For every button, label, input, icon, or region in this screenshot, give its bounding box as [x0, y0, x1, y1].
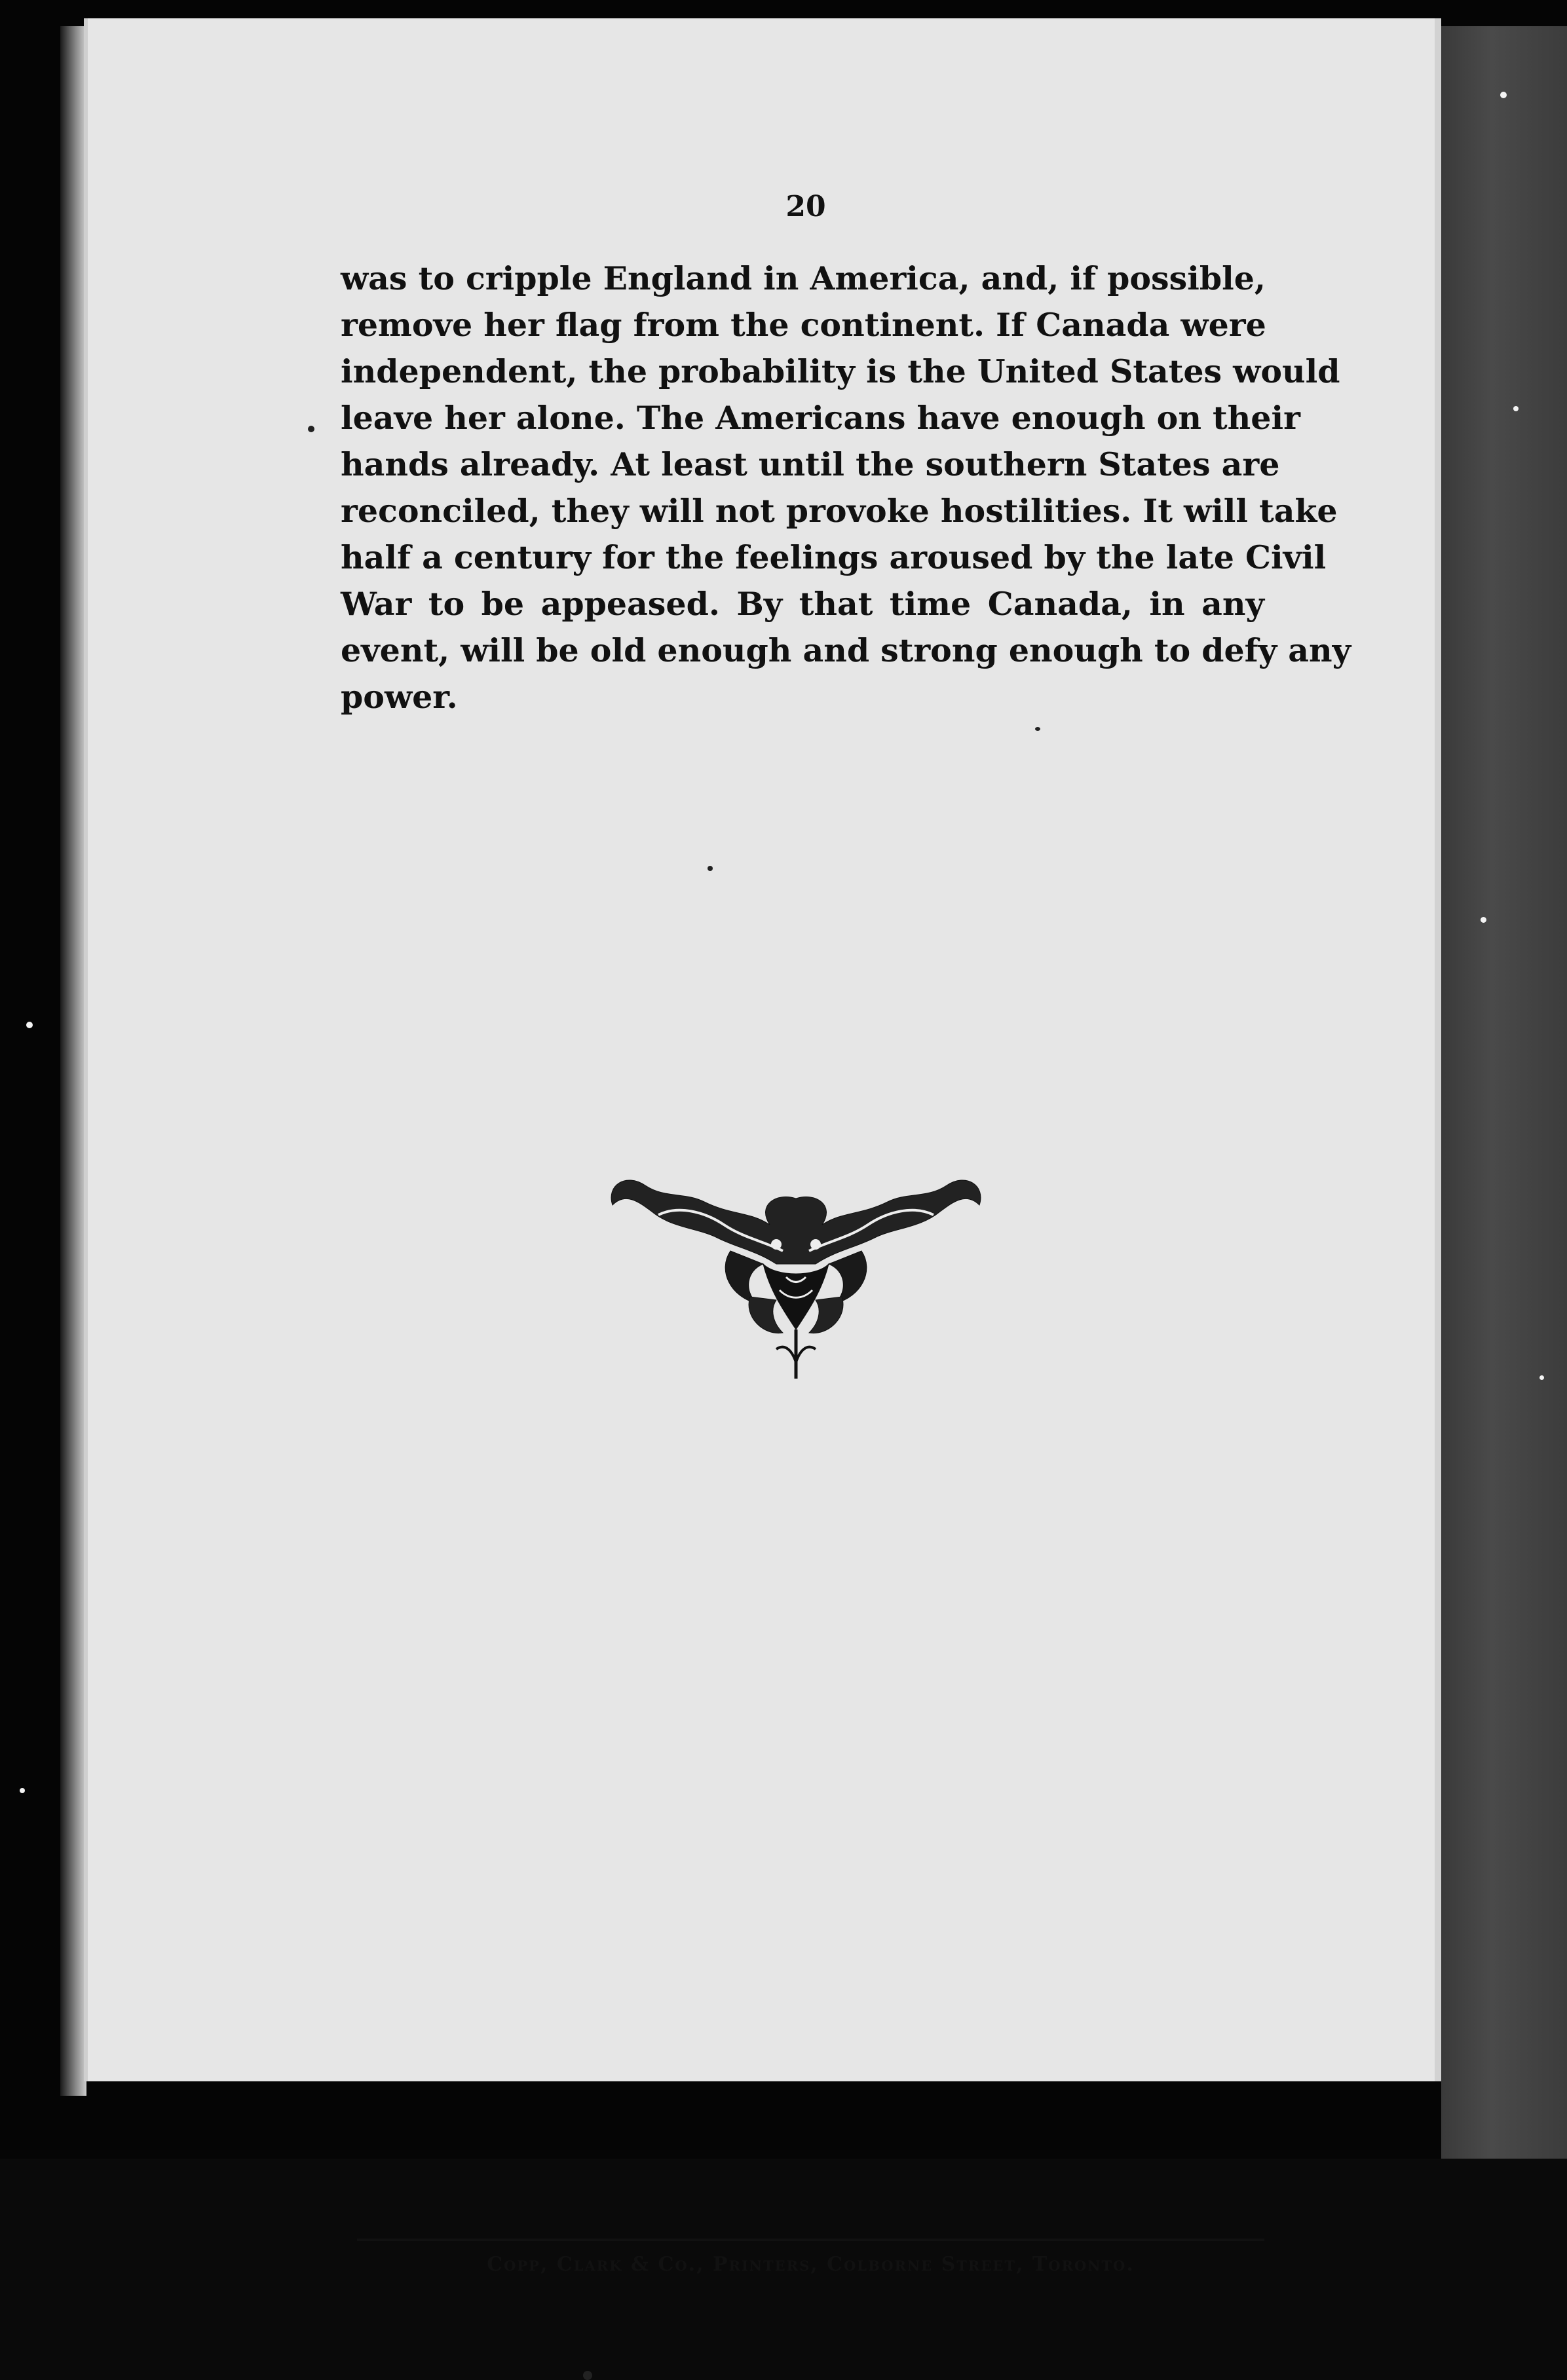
- text-line: leave her alone. The Americans have enough on their: [341, 399, 1300, 437]
- body-paragraph: [341, 255, 1351, 720]
- floral-ornament-icon: [599, 1166, 992, 1382]
- text-line: power.: [341, 678, 458, 716]
- scan-speck: [1481, 917, 1486, 923]
- text-line: was to cripple England in America, and, if possible,: [341, 259, 1266, 297]
- scan-speck: [1513, 406, 1519, 411]
- scan-speck: [26, 1022, 33, 1028]
- scan-speck: [583, 2371, 592, 2380]
- scan-speck: [708, 866, 713, 871]
- text-line: independent, the probability is the United States would: [341, 352, 1340, 390]
- text-line: War to be appeased. By that time Canada, in any: [341, 585, 1264, 623]
- page-binding-edge: [60, 26, 86, 2096]
- text-line: half a century for the feelings aroused by the late Civil: [341, 538, 1327, 576]
- printer-imprint: Copp, Clark & Co., Printers, Colborne Street, Toronto.: [487, 2253, 1135, 2276]
- scan-speck: [1539, 1375, 1544, 1380]
- scan-speck: [308, 426, 314, 432]
- text-line: event, will be old enough and strong enough to defy any: [341, 631, 1351, 669]
- scan-speck: [20, 1788, 25, 1793]
- text-line: remove her flag from the continent. If Canada were: [341, 306, 1266, 344]
- adjacent-page-edge: [1441, 26, 1567, 2159]
- page-number: 20: [785, 190, 826, 223]
- text-line: reconciled, they will not provoke hostilities. It will take: [341, 492, 1338, 530]
- scan-speck: [1500, 92, 1507, 98]
- text-line: hands already. At least until the southern States are: [341, 445, 1280, 483]
- scan-speck: [1035, 727, 1040, 731]
- footer-rule: [357, 2239, 1264, 2241]
